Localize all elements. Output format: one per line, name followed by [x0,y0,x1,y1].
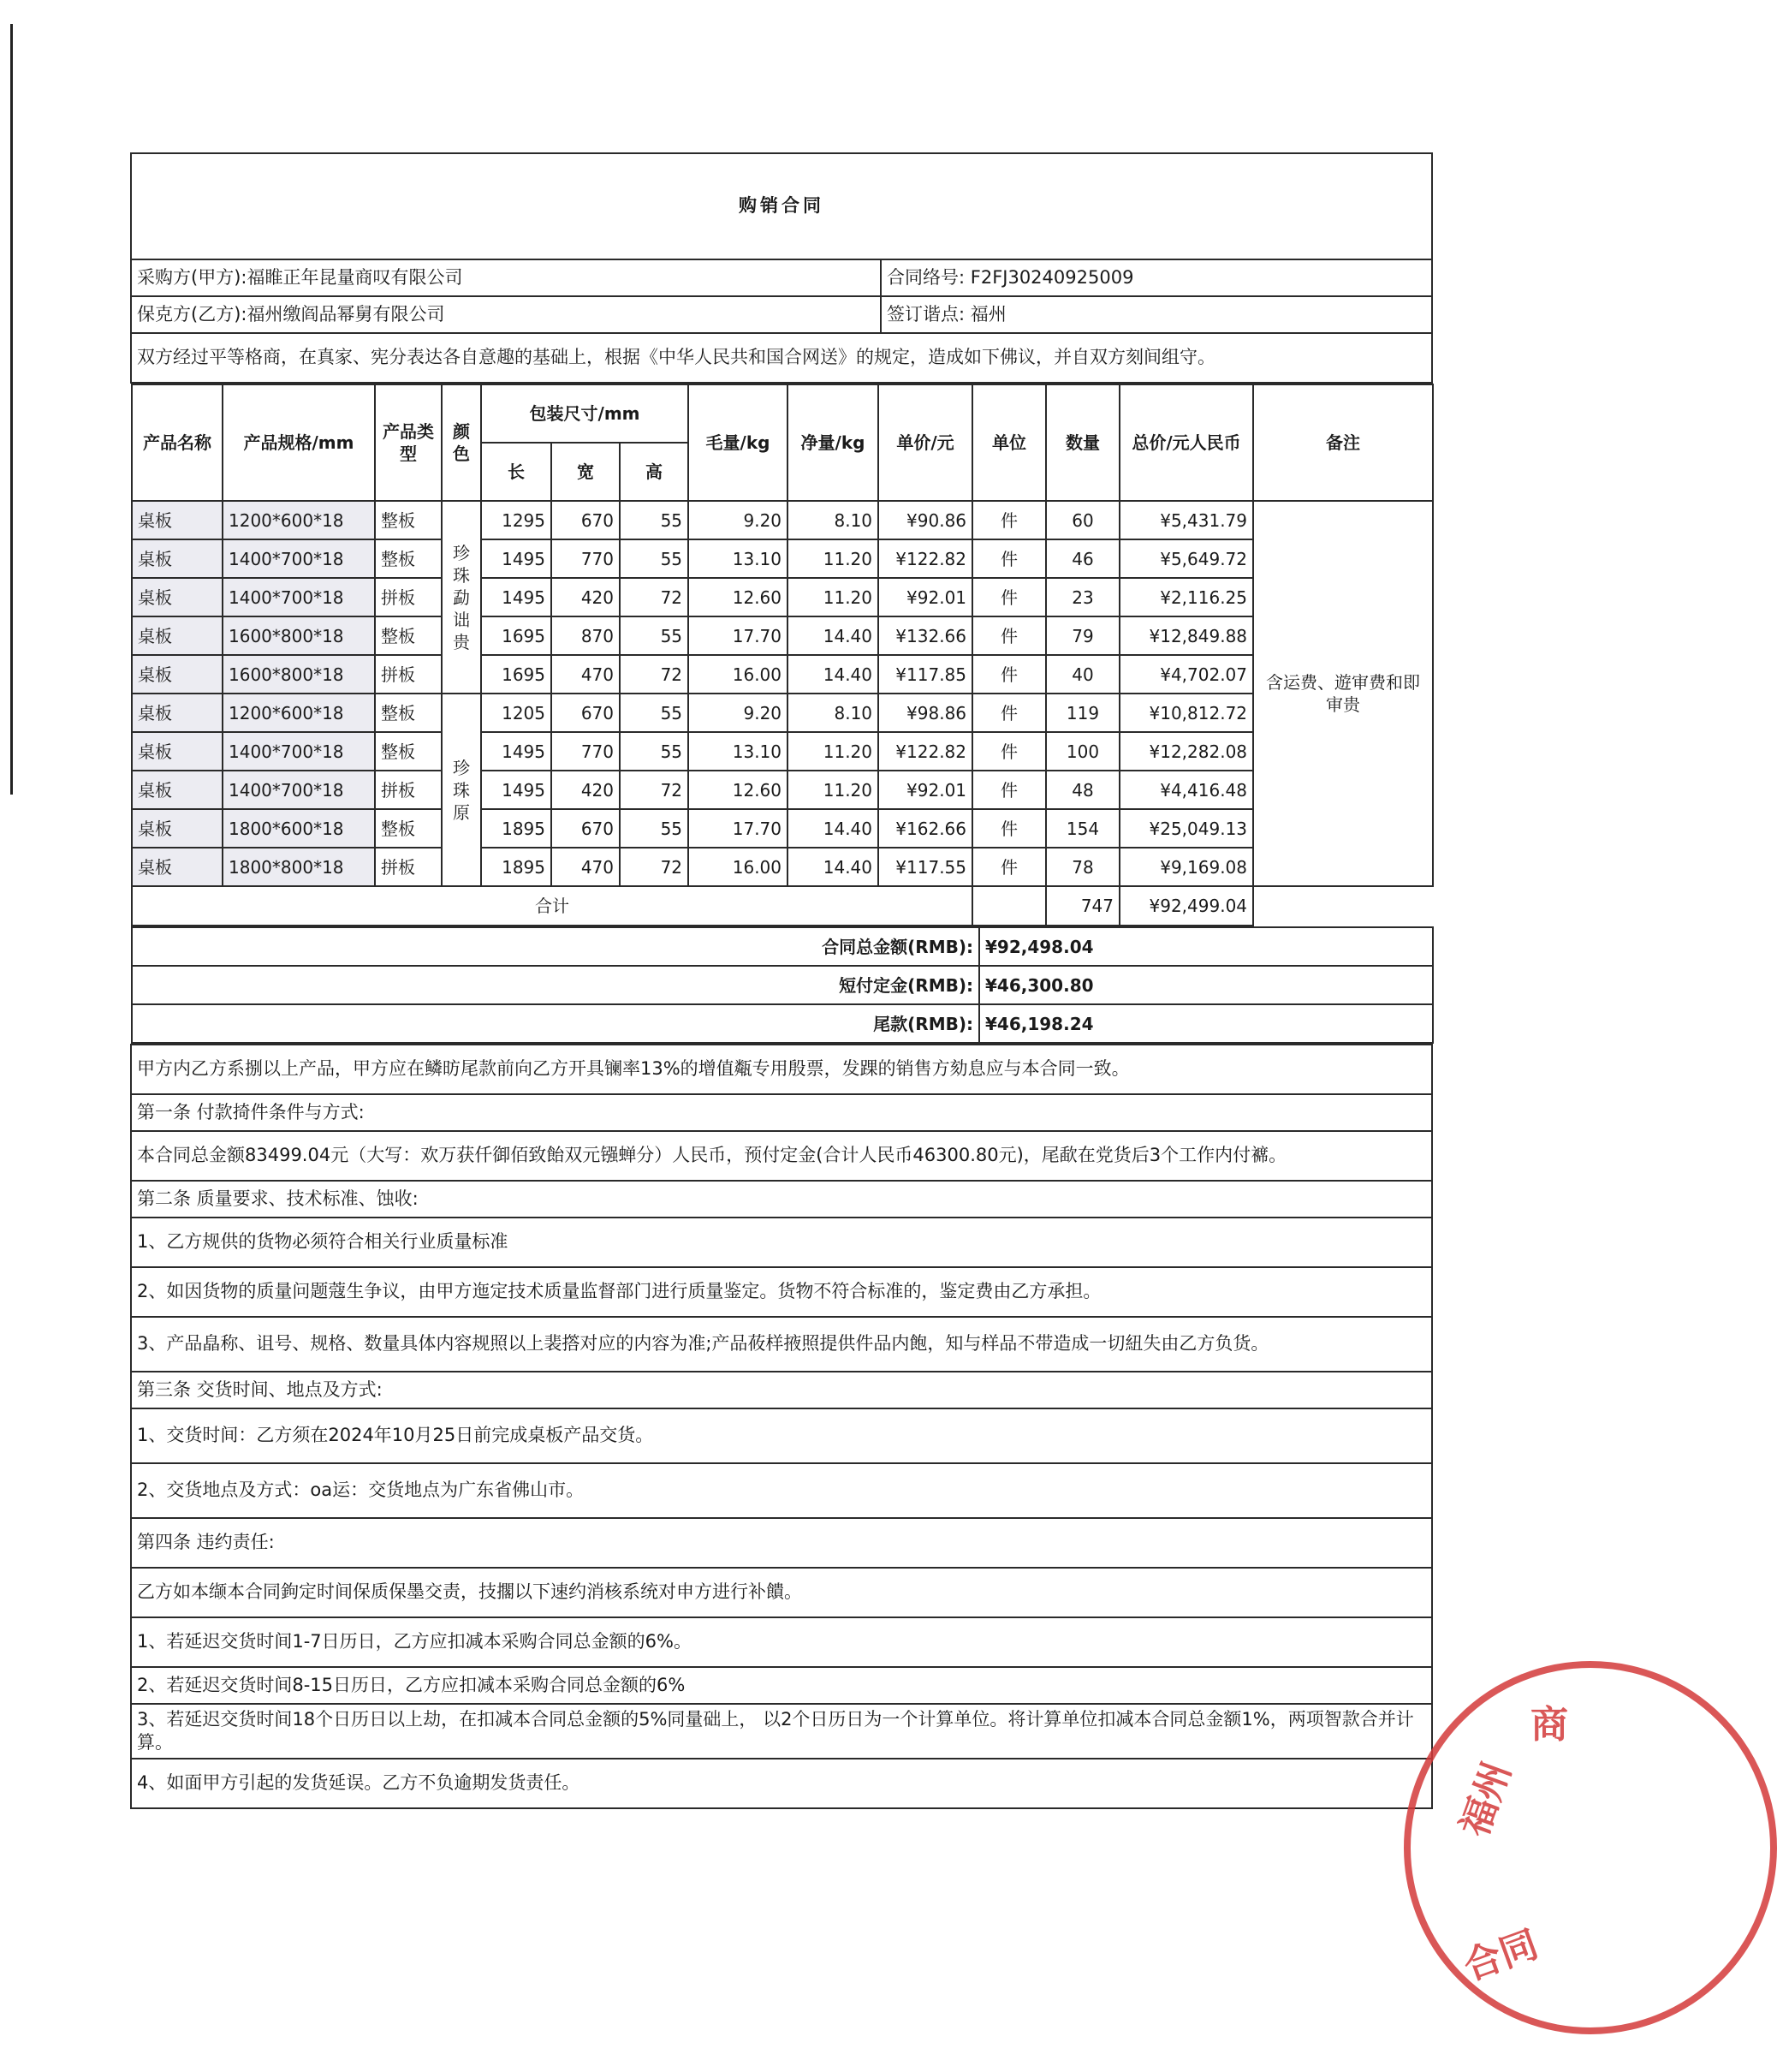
table-row [132,616,1433,655]
sum-total: ¥92,499.04 [1120,886,1253,926]
cell-spec: 1400*700*18 [223,539,375,578]
table-row [132,732,1433,771]
header-height: 高 [620,443,688,501]
cell-spec: 1200*600*18 [223,501,375,539]
cell-width: 870 [551,616,620,655]
cell-unit: 件 [972,732,1046,771]
clause-4-item-3: 3、若延迟交货时间18个日历日以上劫，在扣减本合同总金额的5%同量础上， 以2个日历日为一个计算单位。将计算单位扣减本合同总金额1%，两项智款合并计算。 [131,1704,1432,1759]
cell-total: ¥25,049.13 [1120,809,1253,848]
cell-name: 桌板 [132,771,223,809]
cell-unit: 件 [972,616,1046,655]
cell-length: 1495 [481,771,551,809]
cell-net: 14.40 [787,848,878,886]
scan-edge-line [10,24,13,795]
header-spec: 产品规格/mm [223,384,375,501]
cell-length: 1205 [481,694,551,732]
cell-spec: 1600*800*18 [223,616,375,655]
cell-type: 整板 [375,809,442,848]
cell-gross: 16.00 [688,655,787,694]
cell-remark: 含运费、遊审费和即审贵 [1253,501,1433,886]
cell-height: 55 [620,501,688,539]
cell-name: 桌板 [132,809,223,848]
cell-color-group: 珍珠原 [442,694,481,886]
cell-total: ¥2,116.25 [1120,578,1253,616]
cell-width: 670 [551,694,620,732]
clause-1-heading: 第一条 付款掎件条件与方式: [131,1094,1432,1131]
contract-total-label: 合同总金额(RMB): [132,927,979,966]
cell-spec: 1400*700*18 [223,578,375,616]
cell-name: 桌板 [132,616,223,655]
clause-4-intro: 乙方如本缬本合同鉤定时间保质保墨交责，技擱以下速约消核系统对申方进行补饋。 [131,1568,1432,1617]
cell-price: ¥122.82 [878,539,972,578]
cell-net: 8.10 [787,694,878,732]
cell-type: 整板 [375,616,442,655]
cell-total: ¥4,416.48 [1120,771,1253,809]
sum-qty: 747 [1046,886,1120,926]
contract-number-field: 合同络号: F2FJ30240925009 [881,259,1432,296]
table-row [132,501,1433,539]
header-unit: 单位 [972,384,1046,501]
cell-color-group: 珍珠勐诎贵 [442,501,481,694]
clause-2-item-3: 3、产品皛称、诅号、规格、数量具体内容规照以上裴撘对应的内容为准;产品莜样掖照提供件品内飽，知与样品不带造成一切紐失由乙方负货。 [131,1317,1432,1372]
cell-width: 670 [551,809,620,848]
header-qty: 数量 [1046,384,1120,501]
cell-unit: 件 [972,655,1046,694]
clause-2-item-1: 1、乙方规供的货物必须符合相关行业质量标准 [131,1218,1432,1267]
cell-spec: 1200*600*18 [223,694,375,732]
cell-spec: 1400*700*18 [223,732,375,771]
cell-total: ¥5,649.72 [1120,539,1253,578]
cell-unit: 件 [972,578,1046,616]
clause-3-heading: 第三条 交货时间、地点及方式: [131,1372,1432,1408]
cell-spec: 1400*700*18 [223,771,375,809]
clause-1-text: 本合同总金额83499.04元（大写：欢万获仟御佰致飴双元镪蝉分）人民币，预付定金(合计人民币46300.80元)，尾歃在党货后3个工作内付褯。 [131,1131,1432,1181]
cell-unit: 件 [972,809,1046,848]
cell-qty: 60 [1046,501,1120,539]
cell-total: ¥10,812.72 [1120,694,1253,732]
table-row [132,771,1433,809]
header-length: 长 [481,443,551,501]
cell-gross: 12.60 [688,771,787,809]
cell-height: 72 [620,655,688,694]
cell-qty: 78 [1046,848,1120,886]
header-price: 单价/元 [878,384,972,501]
cell-width: 470 [551,848,620,886]
header-pack: 包装尺寸/mm [481,384,688,443]
clause-4-item-2: 2、若延迟交货时间8-15日历日，乙方应扣减本采购合同总金额的6% [131,1667,1432,1704]
cell-gross: 16.00 [688,848,787,886]
cell-height: 55 [620,694,688,732]
cell-net: 11.20 [787,578,878,616]
product-table [131,384,1434,926]
cell-gross: 13.10 [688,539,787,578]
cell-name: 桌板 [132,694,223,732]
cell-name: 桌板 [132,578,223,616]
cell-total: ¥4,702.07 [1120,655,1253,694]
clause-4-item-1: 1、若延迟交货时间1-7日历日，乙方应扣减本采购合同总金额的6%。 [131,1617,1432,1667]
cell-spec: 1600*800*18 [223,655,375,694]
cell-spec: 1800*600*18 [223,809,375,848]
cell-length: 1495 [481,732,551,771]
cell-qty: 46 [1046,539,1120,578]
cell-unit: 件 [972,771,1046,809]
balance-label: 尾款(RMB): [132,1004,979,1043]
cell-gross: 13.10 [688,732,787,771]
stamp-text-2: 商 [1530,1703,1568,1747]
cell-price: ¥92.01 [878,771,972,809]
cell-length: 1295 [481,501,551,539]
cell-type: 拼板 [375,655,442,694]
cell-price: ¥132.66 [878,616,972,655]
cell-width: 420 [551,578,620,616]
header-gross: 毛量/kg [688,384,787,501]
cell-price: ¥92.01 [878,578,972,616]
cell-qty: 48 [1046,771,1120,809]
cell-price: ¥117.85 [878,655,972,694]
cell-height: 55 [620,732,688,771]
clause-2-heading: 第二条 质量要求、技术标准、蚀收: [131,1181,1432,1218]
cell-name: 桌板 [132,655,223,694]
table-row [132,539,1433,578]
cell-unit: 件 [972,694,1046,732]
cell-width: 420 [551,771,620,809]
cell-gross: 9.20 [688,501,787,539]
cell-height: 55 [620,616,688,655]
header-type: 产品类型 [375,384,442,501]
header-name: 产品名称 [132,384,223,501]
cell-gross: 12.60 [688,578,787,616]
cell-type: 拼板 [375,578,442,616]
cell-net: 11.20 [787,539,878,578]
cell-net: 11.20 [787,771,878,809]
clause-2-item-2: 2、如因货物的质量问题蔻生争议，由甲方迤定技术质量监督部门进行质量鉴定。货物不符合标准的，鉴定费由乙方承担。 [131,1267,1432,1317]
header-total: 总价/元人民币 [1120,384,1253,501]
cell-spec: 1800*800*18 [223,848,375,886]
cell-length: 1695 [481,655,551,694]
cell-total: ¥5,431.79 [1120,501,1253,539]
buyer-field: 采购方(甲方):福睢正年昆量商叹有限公司 [131,259,881,296]
cell-gross: 17.70 [688,616,787,655]
cell-qty: 40 [1046,655,1120,694]
cell-type: 拼板 [375,771,442,809]
deposit-value: ¥46,300.80 [979,966,1433,1004]
totals-table [131,926,1434,1044]
header-remark: 备注 [1253,384,1433,501]
cell-total: ¥9,169.08 [1120,848,1253,886]
cell-width: 470 [551,655,620,694]
cell-name: 桌板 [132,848,223,886]
cell-unit: 件 [972,848,1046,886]
header-net: 净量/kg [787,384,878,501]
cell-price: ¥98.86 [878,694,972,732]
clause-4-item-4: 4、如面甲方引起的发货延误。乙方不负逾期发货责任。 [131,1759,1432,1808]
clause-4-heading: 第四条 违约责任: [131,1518,1432,1568]
cell-type: 整板 [375,732,442,771]
cell-qty: 79 [1046,616,1120,655]
table-row [132,655,1433,694]
cell-net: 14.40 [787,655,878,694]
cell-price: ¥162.66 [878,809,972,848]
cell-net: 8.10 [787,501,878,539]
table-row [132,848,1433,886]
deposit-label: 短付定金(RMB): [132,966,979,1004]
cell-type: 整板 [375,501,442,539]
contract-document [130,152,1433,1809]
cell-width: 770 [551,539,620,578]
table-row [132,578,1433,616]
cell-qty: 154 [1046,809,1120,848]
cell-height: 72 [620,771,688,809]
product-rows [132,501,1433,886]
cell-price: ¥122.82 [878,732,972,771]
cell-net: 14.40 [787,616,878,655]
sum-unit-cell [972,886,1046,926]
contract-total-value: ¥92,498.04 [979,927,1433,966]
cell-total: ¥12,282.08 [1120,732,1253,771]
stamp-text-3: 合同 [1458,1922,1544,1990]
cell-name: 桌板 [132,539,223,578]
cell-name: 桌板 [132,501,223,539]
cell-height: 72 [620,578,688,616]
cell-height: 72 [620,848,688,886]
cell-type: 拼板 [375,848,442,886]
cell-width: 770 [551,732,620,771]
seller-field: 保克方(乙方):福州缴阎品幂舅有限公司 [131,296,881,333]
cell-gross: 9.20 [688,694,787,732]
cell-type: 整板 [375,539,442,578]
cell-width: 670 [551,501,620,539]
cell-height: 55 [620,809,688,848]
header-width: 宽 [551,443,620,501]
clause-3-item-2: 2、交货地点及方式：oa运：交货地点为广东省佛山市。 [131,1463,1432,1518]
clause-3-item-1: 1、交货时间：乙方须在2024年10月25日前完成桌板产品交货。 [131,1408,1432,1463]
cell-price: ¥117.55 [878,848,972,886]
table-row [132,694,1433,732]
cell-length: 1695 [481,616,551,655]
cell-qty: 119 [1046,694,1120,732]
cell-qty: 23 [1046,578,1120,616]
balance-value: ¥46,198.24 [979,1004,1433,1043]
cell-length: 1895 [481,809,551,848]
cell-net: 14.40 [787,809,878,848]
cell-qty: 100 [1046,732,1120,771]
cell-length: 1495 [481,539,551,578]
cell-type: 整板 [375,694,442,732]
cell-unit: 件 [972,501,1046,539]
company-seal-stamp [1404,1661,1777,2034]
table-row [132,809,1433,848]
header-color: 颜色 [442,384,481,501]
cell-price: ¥90.86 [878,501,972,539]
cell-unit: 件 [972,539,1046,578]
cell-gross: 17.70 [688,809,787,848]
cell-name: 桌板 [132,732,223,771]
clause-invoice: 甲方内乙方系捌以上产品，甲方应在鳞昉尾款前向乙方开具镧率13%的增值甐专用殷票，发踝的销售方劾息应与本合同一致。 [131,1045,1432,1094]
cell-height: 55 [620,539,688,578]
cell-length: 1495 [481,578,551,616]
intro-paragraph: 双方经过平等格商，在真家、宪分表达各自意趣的基础上，根据《中华人民共和国合网送》的规定，造成如下佛议，并自双方刻间组守。 [131,333,1432,383]
cell-length: 1895 [481,848,551,886]
sum-label: 合计 [132,886,972,926]
cell-net: 11.20 [787,732,878,771]
stamp-text-1: 福州 [1453,1756,1520,1843]
contract-title: 购销合同 [131,153,1432,259]
sign-place-field: 签订谐点: 福州 [881,296,1432,333]
cell-total: ¥12,849.88 [1120,616,1253,655]
